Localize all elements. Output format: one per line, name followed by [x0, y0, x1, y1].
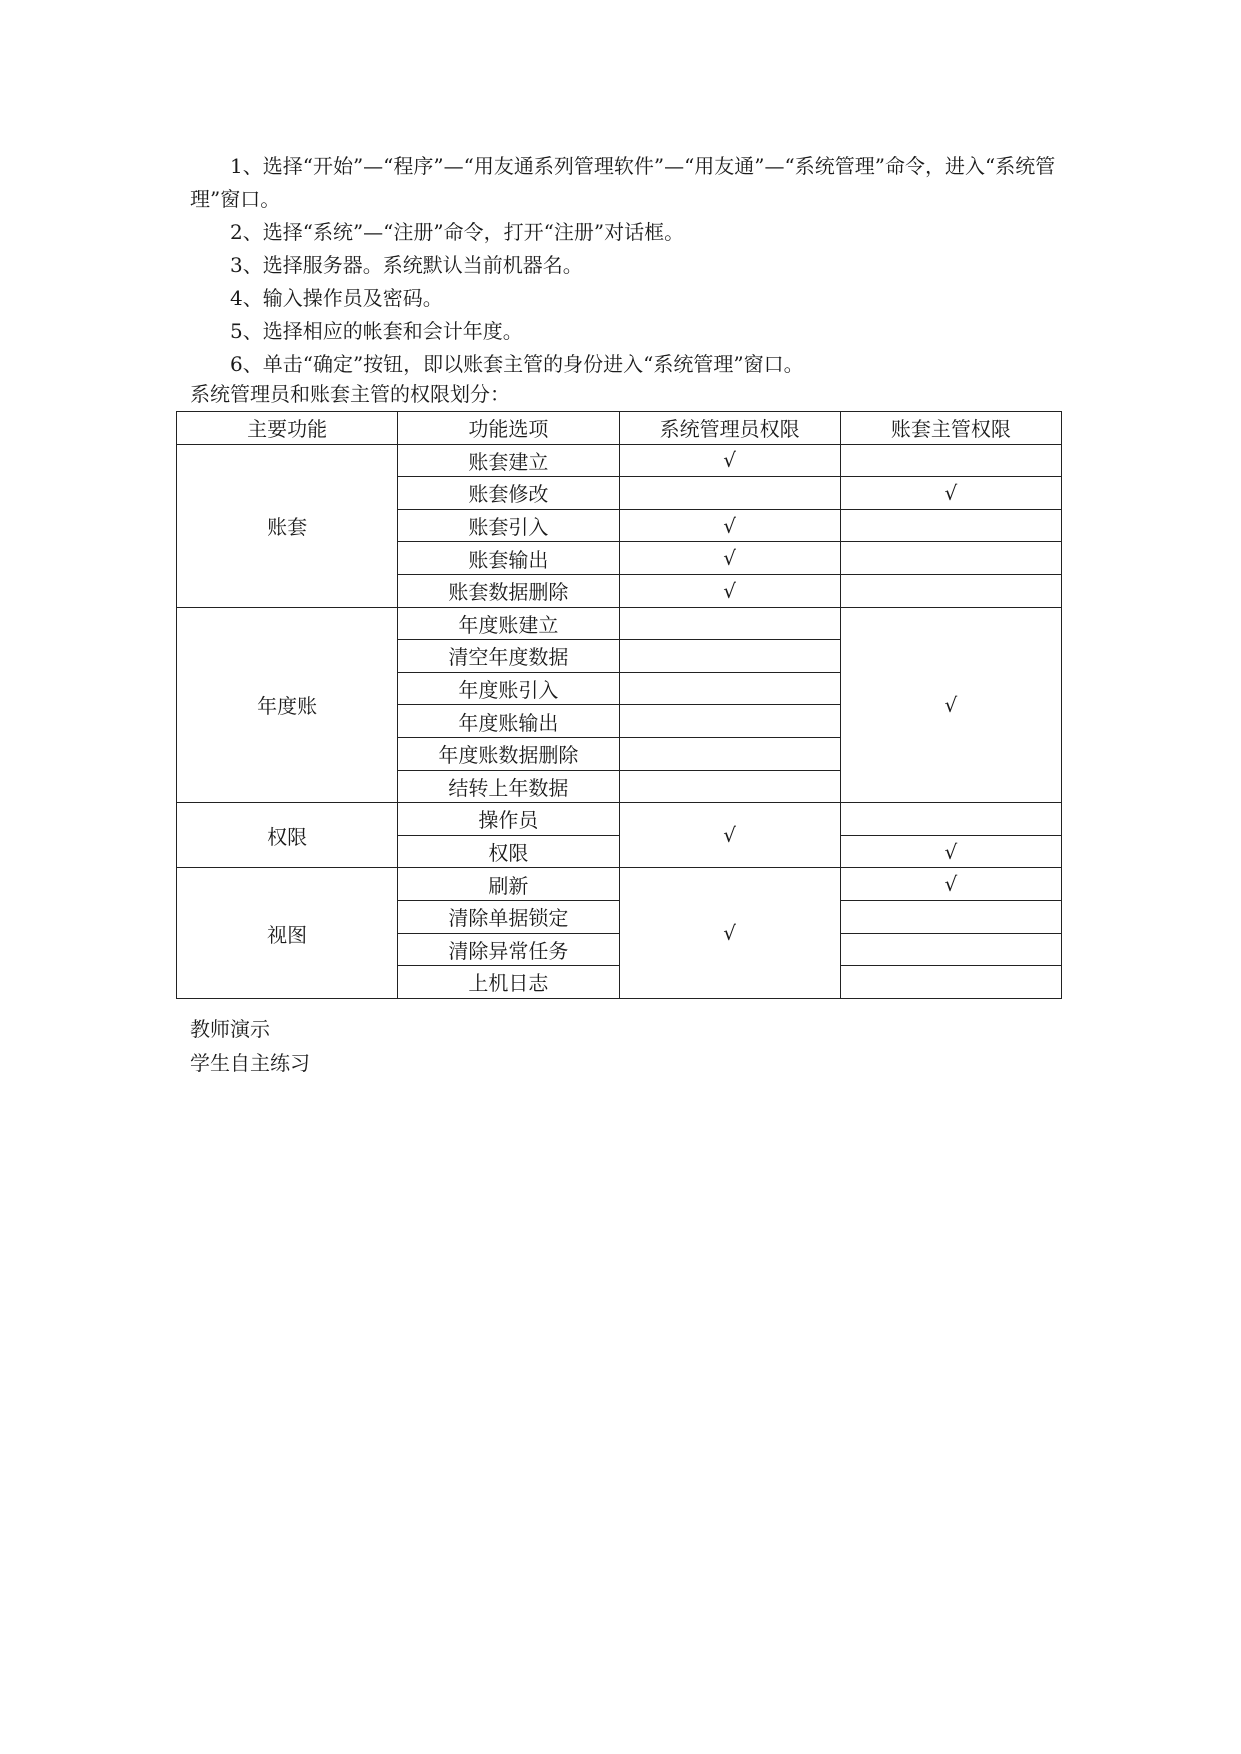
check-mark: √	[619, 509, 840, 542]
empty-cell	[840, 542, 1061, 575]
check-mark: √	[619, 803, 840, 868]
check-mark: √	[619, 444, 840, 477]
step-5: 5、选择相应的帐套和会计年度。	[230, 319, 523, 343]
step-4: 4、输入操作员及密码。	[230, 286, 443, 310]
option-cell: 账套修改	[398, 477, 619, 510]
table-row	[177, 803, 1062, 836]
empty-cell	[840, 444, 1061, 477]
check-mark: √	[840, 607, 1061, 803]
group-cell: 年度账	[177, 607, 398, 803]
empty-cell	[619, 705, 840, 738]
note-student-practice: 学生自主练习	[190, 1051, 310, 1075]
empty-cell	[840, 900, 1061, 933]
check-mark: √	[619, 574, 840, 607]
option-cell: 操作员	[398, 803, 619, 836]
option-cell: 账套输出	[398, 542, 619, 575]
group-cell: 视图	[177, 868, 398, 998]
option-cell: 年度账建立	[398, 607, 619, 640]
option-cell: 年度账引入	[398, 672, 619, 705]
step-6: 6、单击“确定”按钮，即以账套主管的身份进入“系统管理”窗口。	[230, 352, 804, 376]
option-cell: 账套引入	[398, 509, 619, 542]
empty-cell	[840, 803, 1061, 836]
empty-cell	[840, 933, 1061, 966]
check-mark: √	[619, 542, 840, 575]
option-cell: 账套建立	[398, 444, 619, 477]
option-cell: 清除异常任务	[398, 933, 619, 966]
table-row	[177, 444, 1062, 477]
empty-cell	[840, 574, 1061, 607]
step-3: 3、选择服务器。系统默认当前机器名。	[230, 253, 583, 277]
table-caption: 系统管理员和账套主管的权限划分：	[190, 382, 510, 406]
empty-cell	[619, 672, 840, 705]
option-cell: 清空年度数据	[398, 640, 619, 673]
note-teacher-demo: 教师演示	[190, 1017, 270, 1041]
option-cell: 刷新	[398, 868, 619, 901]
check-mark: √	[840, 477, 1061, 510]
option-cell: 账套数据删除	[398, 574, 619, 607]
group-cell: 权限	[177, 803, 398, 868]
header-main-function: 主要功能	[177, 412, 398, 445]
table-header-row	[177, 412, 1062, 445]
check-mark: √	[840, 868, 1061, 901]
empty-cell	[619, 640, 840, 673]
empty-cell	[840, 509, 1061, 542]
option-cell: 上机日志	[398, 966, 619, 999]
check-mark: √	[619, 868, 840, 998]
option-cell: 权限	[398, 835, 619, 868]
header-supervisor-permission: 账套主管权限	[840, 412, 1061, 445]
empty-cell	[840, 966, 1061, 999]
group-cell: 账套	[177, 444, 398, 607]
header-sysadmin-permission: 系统管理员权限	[619, 412, 840, 445]
option-cell: 清除单据锁定	[398, 900, 619, 933]
step-2: 2、选择“系统”—“注册”命令，打开“注册”对话框。	[230, 220, 685, 244]
empty-cell	[619, 607, 840, 640]
step-1: 1、选择“开始”—“程序”—“用友通系列管理软件”—“用友通”—“系统管理”命令，进入“系统管理”窗口。	[190, 154, 1056, 211]
empty-cell	[619, 737, 840, 770]
option-cell: 结转上年数据	[398, 770, 619, 803]
empty-cell	[619, 477, 840, 510]
empty-cell	[619, 770, 840, 803]
table-row	[177, 868, 1062, 901]
option-cell: 年度账输出	[398, 705, 619, 738]
header-function-option: 功能选项	[398, 412, 619, 445]
permission-table	[176, 411, 1062, 999]
check-mark: √	[840, 835, 1061, 868]
option-cell: 年度账数据删除	[398, 737, 619, 770]
table-row	[177, 607, 1062, 640]
